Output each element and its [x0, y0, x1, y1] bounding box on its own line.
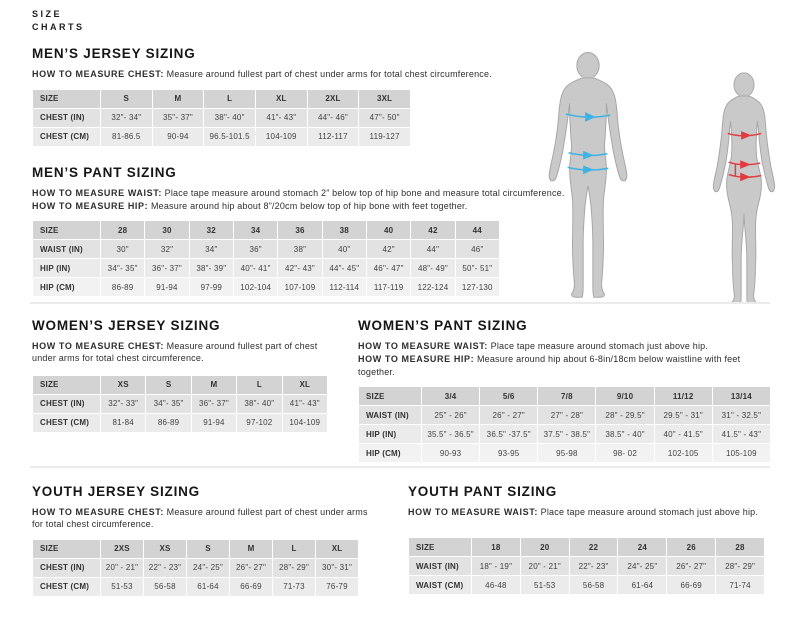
- size-table-header-cell: 28: [101, 221, 144, 239]
- size-table-cell: 35"- 37": [153, 109, 204, 127]
- size-table-header-row: [33, 90, 410, 108]
- size-table-cell: 32"- 34": [101, 109, 152, 127]
- size-table-header-cell: SIZE: [359, 387, 421, 405]
- size-table-header-cell: SIZE: [33, 221, 100, 239]
- size-table-cell: 122-124: [411, 278, 454, 296]
- size-table-header-cell: SIZE: [33, 90, 100, 108]
- youth-jersey-title: YOUTH JERSEY SIZING: [32, 484, 200, 499]
- size-table-cell: 35.5" - 36.5": [422, 425, 479, 443]
- howto-label: HOW TO MEASURE HIP:: [32, 200, 149, 211]
- size-table-cell: 91-94: [145, 278, 188, 296]
- size-table-cell: 56-58: [570, 576, 618, 594]
- size-table-row-label: HIP (CM): [33, 278, 100, 296]
- size-table-header-cell: 3/4: [422, 387, 479, 405]
- size-table-cell: 42"- 43": [278, 259, 321, 277]
- size-table-header-cell: 28: [716, 538, 764, 556]
- size-table-cell: 38": [278, 240, 321, 258]
- size-table-row: [33, 240, 499, 258]
- howto-text: Place tape measure around stomach just above hip.: [490, 341, 709, 351]
- womens-jersey-table: [32, 375, 328, 433]
- size-table-header-cell: SIZE: [33, 376, 100, 394]
- size-table-cell: 104-109: [283, 414, 327, 432]
- size-table-cell: 31" - 32.5": [713, 406, 770, 424]
- male-body-figure: [537, 52, 639, 304]
- size-table-cell: 71-73: [273, 578, 315, 596]
- size-table-header-cell: 20: [521, 538, 569, 556]
- size-table-row-label: HIP (IN): [359, 425, 421, 443]
- size-table-cell: 22" - 23": [144, 559, 186, 577]
- size-table-cell: 40" - 41.5": [655, 425, 712, 443]
- howto-text: Measure around fullest part of chest under arms for total chest circumference.: [32, 507, 368, 530]
- size-table-header-cell: 5/6: [480, 387, 537, 405]
- size-table-cell: 41"- 43": [283, 395, 327, 413]
- size-table-header-cell: 2XL: [308, 90, 359, 108]
- size-table-cell: 32": [145, 240, 188, 258]
- size-table-cell: 37.5" - 38.5": [538, 425, 595, 443]
- size-table-cell: 38"- 40": [237, 395, 281, 413]
- size-table-header-cell: XL: [256, 90, 307, 108]
- size-table-header-cell: 36: [278, 221, 321, 239]
- size-table-cell: 38.5" - 40": [596, 425, 653, 443]
- size-table-cell: 36.5" -37.5": [480, 425, 537, 443]
- size-table-row: [33, 278, 499, 296]
- youth-jersey-howto: [32, 506, 372, 531]
- section-divider-1: [30, 302, 770, 304]
- size-table-cell: 112-117: [308, 128, 359, 146]
- size-table-cell: 61-64: [618, 576, 666, 594]
- size-table-header-cell: M: [192, 376, 236, 394]
- size-table-row-label: CHEST (CM): [33, 128, 100, 146]
- size-table-cell: 86-89: [101, 278, 144, 296]
- size-table-cell: 112-114: [323, 278, 366, 296]
- size-table-cell: 20" - 21": [101, 559, 143, 577]
- womens-pant-section: [358, 318, 772, 463]
- size-table-row: [33, 109, 410, 127]
- size-table-header-cell: SIZE: [409, 538, 471, 556]
- size-table-cell: 102-105: [655, 444, 712, 462]
- size-table-cell: 34"- 35": [101, 259, 144, 277]
- kicker-line-1: SIZE: [32, 9, 63, 19]
- howto-label: HOW TO MEASURE WAIST:: [32, 187, 162, 198]
- size-table-row: [359, 444, 770, 462]
- size-table-header-row: [33, 540, 358, 558]
- size-table-cell: 61-64: [187, 578, 229, 596]
- male-body: [549, 78, 627, 297]
- size-table-header-cell: L: [237, 376, 281, 394]
- size-table-cell: 93-95: [480, 444, 537, 462]
- youth-jersey-table: [32, 539, 359, 597]
- size-table-cell: 40": [323, 240, 366, 258]
- size-table-row: [33, 414, 327, 432]
- youth-pant-table: [408, 537, 765, 595]
- page-kicker: [32, 8, 770, 34]
- size-table-header-cell: 42: [411, 221, 454, 239]
- womens-jersey-title: WOMEN’S JERSEY SIZING: [32, 318, 221, 333]
- size-table-cell: 119-127: [359, 128, 410, 146]
- size-table-row: [359, 406, 770, 424]
- size-table-cell: 95-98: [538, 444, 595, 462]
- size-table-row-label: CHEST (CM): [33, 578, 100, 596]
- size-table-cell: 48"- 49": [411, 259, 454, 277]
- size-table-cell: 26" - 27": [480, 406, 537, 424]
- size-table-cell: 44"- 45": [323, 259, 366, 277]
- size-table-cell: 107-109: [278, 278, 321, 296]
- size-table-cell: 117-119: [367, 278, 410, 296]
- size-table-header-row: [409, 538, 764, 556]
- size-table-cell: 98- 02: [596, 444, 653, 462]
- size-table-cell: 34"- 35": [146, 395, 190, 413]
- howto-text: Place tape measure around stomach 2” below top of hip bone and measure total circumference.: [164, 187, 565, 198]
- size-table-header-cell: 44: [456, 221, 499, 239]
- youth-pant-section: [408, 484, 768, 597]
- size-table-cell: 96.5-101.5: [204, 128, 255, 146]
- size-table-row-label: CHEST (IN): [33, 559, 100, 577]
- womens-jersey-howto: [32, 340, 322, 365]
- size-table-header-cell: 38: [323, 221, 366, 239]
- size-table-cell: 26"- 27": [230, 559, 272, 577]
- size-table-header-cell: 22: [570, 538, 618, 556]
- size-table-header-cell: 2XS: [101, 540, 143, 558]
- size-table-cell: 81-84: [101, 414, 145, 432]
- size-table-cell: 28"- 29": [273, 559, 315, 577]
- size-table-cell: 44"- 46": [308, 109, 359, 127]
- size-table-cell: 90-94: [153, 128, 204, 146]
- top-section: [32, 46, 770, 297]
- size-table-cell: 56-58: [144, 578, 186, 596]
- size-table-row: [33, 395, 327, 413]
- howto-label: HOW TO MEASURE CHEST:: [32, 69, 164, 80]
- size-table-cell: 28"- 29": [716, 557, 764, 575]
- size-table-cell: 127-130: [456, 278, 499, 296]
- size-table-cell: 26"- 27": [667, 557, 715, 575]
- size-table-row-label: WAIST (IN): [33, 240, 100, 258]
- size-table-cell: 76-79: [316, 578, 358, 596]
- size-table-header-cell: 32: [190, 221, 233, 239]
- howto-text: Place tape measure around stomach just above hip.: [540, 507, 759, 517]
- size-table-row: [33, 559, 358, 577]
- mens-pant-title: MEN’S PANT SIZING: [32, 164, 177, 180]
- size-table-cell: 29.5" - 31": [655, 406, 712, 424]
- size-table-cell: 105-109: [713, 444, 770, 462]
- womens-jersey-section: [32, 318, 358, 463]
- size-table-row-label: WAIST (CM): [409, 576, 471, 594]
- measurement-figures: [537, 52, 787, 304]
- size-table-cell: 71-74: [716, 576, 764, 594]
- size-table-cell: 42": [367, 240, 410, 258]
- size-table-header-cell: 26: [667, 538, 715, 556]
- size-table-cell: 86-89: [146, 414, 190, 432]
- size-table-header-cell: 18: [472, 538, 520, 556]
- size-table-header-cell: M: [230, 540, 272, 558]
- size-table-header-cell: S: [101, 90, 152, 108]
- howto-label: HOW TO MEASURE WAIST:: [408, 507, 538, 517]
- size-table-cell: 104-109: [256, 128, 307, 146]
- size-table-header-cell: S: [187, 540, 229, 558]
- mens-jersey-table: [32, 89, 411, 147]
- size-table-header-cell: 34: [234, 221, 277, 239]
- size-table-cell: 38"- 39": [190, 259, 233, 277]
- howto-text: Measure around fullest part of chest under arms for total chest circumference.: [166, 69, 492, 80]
- size-table-header-cell: 11/12: [655, 387, 712, 405]
- size-table-cell: 34": [190, 240, 233, 258]
- howto-label: HOW TO MEASURE CHEST:: [32, 341, 164, 351]
- womens-row: [32, 318, 772, 463]
- size-table-cell: 24"- 25": [187, 559, 229, 577]
- size-table-row-label: WAIST (IN): [359, 406, 421, 424]
- size-table-cell: 18" - 19": [472, 557, 520, 575]
- size-table-cell: 25" - 26": [422, 406, 479, 424]
- size-table-cell: 90-93: [422, 444, 479, 462]
- size-table-row: [409, 557, 764, 575]
- size-table-cell: 41"- 43": [256, 109, 307, 127]
- size-table-cell: 51-53: [521, 576, 569, 594]
- size-table-cell: 46"- 47": [367, 259, 410, 277]
- section-divider-2: [30, 466, 770, 468]
- howto-text: Measure around fullest part of chest under arms for total chest circumference.: [32, 341, 318, 364]
- size-table-header-cell: 3XL: [359, 90, 410, 108]
- size-table-row-label: CHEST (IN): [33, 109, 100, 127]
- size-table-cell: 24"- 25": [618, 557, 666, 575]
- size-table-header-cell: 24: [618, 538, 666, 556]
- size-table-header-row: [359, 387, 770, 405]
- size-table-cell: 32"- 33": [101, 395, 145, 413]
- size-table-cell: 46-48: [472, 576, 520, 594]
- size-table-cell: 38"- 40": [204, 109, 255, 127]
- size-table-header-cell: XS: [144, 540, 186, 558]
- mens-jersey-title: MEN’S JERSEY SIZING: [32, 46, 196, 62]
- size-table-header-cell: 7/8: [538, 387, 595, 405]
- howto-text: Measure around hip about 6-8in/18cm below waistline with feet together.: [358, 354, 741, 377]
- size-table-header-cell: L: [273, 540, 315, 558]
- womens-pant-howto-hip: [358, 353, 772, 378]
- size-table-cell: 30"- 31": [316, 559, 358, 577]
- howto-label: HOW TO MEASURE WAIST:: [358, 341, 488, 351]
- size-table-cell: 44": [411, 240, 454, 258]
- size-table-row-label: CHEST (IN): [33, 395, 100, 413]
- size-table-header-cell: XL: [283, 376, 327, 394]
- kicker-line-2: CHARTS: [32, 22, 85, 33]
- howto-label: HOW TO MEASURE HIP:: [358, 354, 475, 365]
- size-table-header-cell: SIZE: [33, 540, 100, 558]
- size-table-cell: 102-104: [234, 278, 277, 296]
- size-table-cell: 41.5" - 43": [713, 425, 770, 443]
- youth-jersey-section: [32, 484, 408, 597]
- youth-pant-title: YOUTH PANT SIZING: [408, 484, 558, 499]
- size-table-cell: 91-94: [192, 414, 236, 432]
- size-table-header-row: [33, 376, 327, 394]
- female-body-figure: [701, 70, 787, 304]
- size-table-cell: 27" - 28": [538, 406, 595, 424]
- size-table-row-label: WAIST (IN): [409, 557, 471, 575]
- size-table-row-label: HIP (CM): [359, 444, 421, 462]
- size-table-cell: 66-69: [230, 578, 272, 596]
- size-table-header-cell: 9/10: [596, 387, 653, 405]
- size-table-cell: 47"- 50": [359, 109, 410, 127]
- size-table-header-cell: 30: [145, 221, 188, 239]
- size-table-row-label: HIP (IN): [33, 259, 100, 277]
- size-table-cell: 81-86.5: [101, 128, 152, 146]
- size-table-cell: 36"- 37": [145, 259, 188, 277]
- size-table-cell: 36": [234, 240, 277, 258]
- size-table-cell: 97-102: [237, 414, 281, 432]
- size-table-cell: 46": [456, 240, 499, 258]
- size-table-row: [359, 425, 770, 443]
- size-table-cell: 50"- 51": [456, 259, 499, 277]
- mens-pant-table: [32, 220, 500, 297]
- womens-pant-title: WOMEN’S PANT SIZING: [358, 318, 528, 333]
- size-table-header-cell: L: [204, 90, 255, 108]
- size-table-header-cell: S: [146, 376, 190, 394]
- size-table-cell: 40"- 41": [234, 259, 277, 277]
- size-table-cell: 22"- 23": [570, 557, 618, 575]
- size-table-row: [33, 578, 358, 596]
- size-table-row-label: CHEST (CM): [33, 414, 100, 432]
- womens-pant-howto-waist: [358, 340, 772, 352]
- female-body: [713, 96, 774, 304]
- size-table-cell: 97-99: [190, 278, 233, 296]
- size-table-row: [33, 259, 499, 277]
- size-table-cell: 20" - 21": [521, 557, 569, 575]
- size-table-header-cell: XL: [316, 540, 358, 558]
- size-table-cell: 51-53: [101, 578, 143, 596]
- size-table-row: [409, 576, 764, 594]
- size-table-cell: 66-69: [667, 576, 715, 594]
- size-table-cell: 28" - 29.5": [596, 406, 653, 424]
- youth-row: [32, 484, 768, 597]
- size-table-header-cell: M: [153, 90, 204, 108]
- womens-pant-table: [358, 386, 771, 463]
- howto-label: HOW TO MEASURE CHEST:: [32, 507, 164, 517]
- size-table-header-row: [33, 221, 499, 239]
- size-table-row: [33, 128, 410, 146]
- size-table-cell: 36"- 37": [192, 395, 236, 413]
- howto-text: Measure around hip about 8”/20cm below top of hip bone with feet together.: [150, 200, 468, 211]
- size-table-cell: 30": [101, 240, 144, 258]
- size-table-header-cell: 13/14: [713, 387, 770, 405]
- youth-pant-howto: [408, 506, 768, 518]
- size-table-header-cell: 40: [367, 221, 410, 239]
- size-table-header-cell: XS: [101, 376, 145, 394]
